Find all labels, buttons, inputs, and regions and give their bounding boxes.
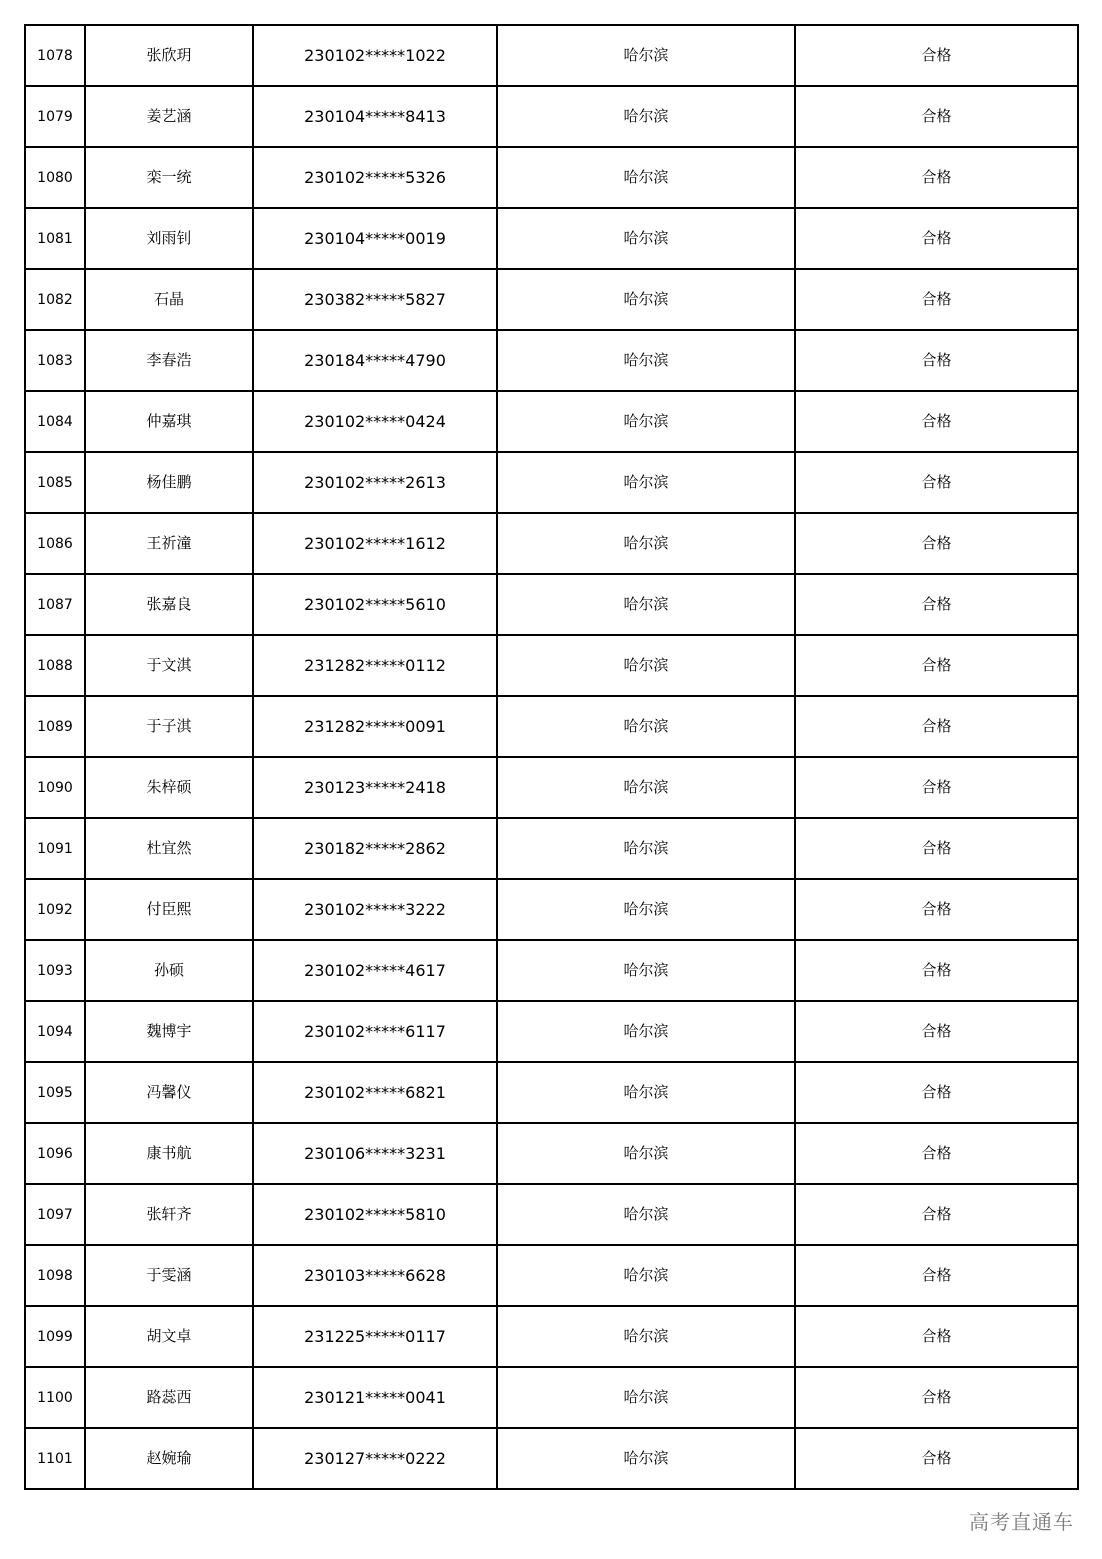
cell-name: 魏博宇 [85,1001,253,1062]
cell-id-number: 230102*****5810 [253,1184,497,1245]
cell-result: 合格 [795,635,1078,696]
cell-name: 姜艺涵 [85,86,253,147]
cell-name: 冯馨仪 [85,1062,253,1123]
cell-id-number: 230182*****2862 [253,818,497,879]
cell-name: 王祈潼 [85,513,253,574]
cell-serial-number: 1094 [25,1001,85,1062]
cell-serial-number: 1087 [25,574,85,635]
cell-result: 合格 [795,818,1078,879]
cell-id-number: 230102*****6117 [253,1001,497,1062]
cell-name: 孙硕 [85,940,253,1001]
cell-city: 哈尔滨 [497,208,795,269]
cell-serial-number: 1097 [25,1184,85,1245]
cell-serial-number: 1081 [25,208,85,269]
cell-serial-number: 1084 [25,391,85,452]
cell-serial-number: 1093 [25,940,85,1001]
table-row [25,1001,1078,1062]
cell-result: 合格 [795,86,1078,147]
cell-result: 合格 [795,757,1078,818]
cell-result: 合格 [795,940,1078,1001]
cell-city: 哈尔滨 [497,513,795,574]
cell-result: 合格 [795,696,1078,757]
cell-serial-number: 1100 [25,1367,85,1428]
cell-id-number: 230102*****0424 [253,391,497,452]
table-row [25,1184,1078,1245]
table-row [25,879,1078,940]
cell-name: 石晶 [85,269,253,330]
cell-id-number: 230102*****1022 [253,25,497,86]
cell-result: 合格 [795,269,1078,330]
roster-table-body [25,25,1078,1489]
cell-name: 李春浩 [85,330,253,391]
cell-name: 张轩齐 [85,1184,253,1245]
cell-serial-number: 1088 [25,635,85,696]
cell-name: 于雯涵 [85,1245,253,1306]
table-row [25,757,1078,818]
table-row [25,1428,1078,1489]
table-row [25,330,1078,391]
table-row [25,86,1078,147]
cell-id-number: 230102*****6821 [253,1062,497,1123]
cell-city: 哈尔滨 [497,574,795,635]
table-row [25,147,1078,208]
cell-result: 合格 [795,1123,1078,1184]
table-row [25,818,1078,879]
cell-city: 哈尔滨 [497,879,795,940]
cell-result: 合格 [795,330,1078,391]
cell-name: 于文淇 [85,635,253,696]
table-row [25,1123,1078,1184]
cell-name: 胡文卓 [85,1306,253,1367]
table-row [25,940,1078,1001]
table-row [25,1062,1078,1123]
cell-city: 哈尔滨 [497,1001,795,1062]
cell-id-number: 230103*****6628 [253,1245,497,1306]
table-row [25,1245,1078,1306]
cell-serial-number: 1082 [25,269,85,330]
cell-name: 于子淇 [85,696,253,757]
cell-id-number: 230102*****5326 [253,147,497,208]
cell-city: 哈尔滨 [497,269,795,330]
cell-result: 合格 [795,879,1078,940]
cell-name: 张嘉良 [85,574,253,635]
cell-id-number: 230127*****0222 [253,1428,497,1489]
cell-result: 合格 [795,1184,1078,1245]
cell-serial-number: 1098 [25,1245,85,1306]
cell-serial-number: 1101 [25,1428,85,1489]
cell-result: 合格 [795,1306,1078,1367]
cell-city: 哈尔滨 [497,1062,795,1123]
watermark-text: 高考直通车 [969,1506,1074,1535]
cell-serial-number: 1089 [25,696,85,757]
cell-name: 路蕊西 [85,1367,253,1428]
cell-city: 哈尔滨 [497,330,795,391]
cell-id-number: 231282*****0112 [253,635,497,696]
cell-result: 合格 [795,574,1078,635]
cell-city: 哈尔滨 [497,1306,795,1367]
cell-id-number: 231225*****0117 [253,1306,497,1367]
cell-city: 哈尔滨 [497,1245,795,1306]
cell-id-number: 230102*****5610 [253,574,497,635]
cell-serial-number: 1096 [25,1123,85,1184]
cell-id-number: 230104*****0019 [253,208,497,269]
cell-city: 哈尔滨 [497,696,795,757]
cell-serial-number: 1090 [25,757,85,818]
table-row [25,635,1078,696]
cell-serial-number: 1099 [25,1306,85,1367]
roster-table [24,24,1079,1490]
table-row [25,1306,1078,1367]
cell-city: 哈尔滨 [497,757,795,818]
cell-name: 付臣熙 [85,879,253,940]
table-row [25,696,1078,757]
cell-serial-number: 1086 [25,513,85,574]
cell-serial-number: 1078 [25,25,85,86]
table-row [25,574,1078,635]
cell-city: 哈尔滨 [497,1428,795,1489]
cell-result: 合格 [795,513,1078,574]
cell-id-number: 230121*****0041 [253,1367,497,1428]
cell-id-number: 230382*****5827 [253,269,497,330]
cell-city: 哈尔滨 [497,818,795,879]
cell-result: 合格 [795,1245,1078,1306]
table-row [25,25,1078,86]
cell-id-number: 230106*****3231 [253,1123,497,1184]
cell-result: 合格 [795,1062,1078,1123]
cell-id-number: 230184*****4790 [253,330,497,391]
cell-result: 合格 [795,208,1078,269]
cell-id-number: 230123*****2418 [253,757,497,818]
cell-city: 哈尔滨 [497,1184,795,1245]
cell-id-number: 230104*****8413 [253,86,497,147]
cell-name: 仲嘉琪 [85,391,253,452]
cell-result: 合格 [795,1428,1078,1489]
cell-name: 刘雨钊 [85,208,253,269]
cell-serial-number: 1085 [25,452,85,513]
cell-id-number: 230102*****1612 [253,513,497,574]
table-row [25,452,1078,513]
cell-name: 张欣玥 [85,25,253,86]
cell-result: 合格 [795,391,1078,452]
cell-serial-number: 1083 [25,330,85,391]
cell-result: 合格 [795,1367,1078,1428]
cell-name: 杨佳鹏 [85,452,253,513]
cell-city: 哈尔滨 [497,25,795,86]
cell-name: 杜宜然 [85,818,253,879]
cell-city: 哈尔滨 [497,1123,795,1184]
table-row [25,208,1078,269]
cell-id-number: 230102*****4617 [253,940,497,1001]
cell-serial-number: 1095 [25,1062,85,1123]
cell-city: 哈尔滨 [497,86,795,147]
cell-name: 康书航 [85,1123,253,1184]
cell-name: 朱梓硕 [85,757,253,818]
cell-serial-number: 1092 [25,879,85,940]
cell-city: 哈尔滨 [497,635,795,696]
cell-city: 哈尔滨 [497,391,795,452]
cell-city: 哈尔滨 [497,940,795,1001]
cell-id-number: 230102*****3222 [253,879,497,940]
cell-city: 哈尔滨 [497,452,795,513]
table-row [25,269,1078,330]
cell-name: 赵婉瑜 [85,1428,253,1489]
cell-serial-number: 1080 [25,147,85,208]
cell-serial-number: 1091 [25,818,85,879]
cell-city: 哈尔滨 [497,147,795,208]
cell-id-number: 231282*****0091 [253,696,497,757]
table-row [25,391,1078,452]
cell-result: 合格 [795,25,1078,86]
table-row [25,513,1078,574]
cell-result: 合格 [795,1001,1078,1062]
cell-result: 合格 [795,452,1078,513]
cell-city: 哈尔滨 [497,1367,795,1428]
cell-name: 栾一统 [85,147,253,208]
cell-id-number: 230102*****2613 [253,452,497,513]
cell-serial-number: 1079 [25,86,85,147]
table-row [25,1367,1078,1428]
cell-result: 合格 [795,147,1078,208]
